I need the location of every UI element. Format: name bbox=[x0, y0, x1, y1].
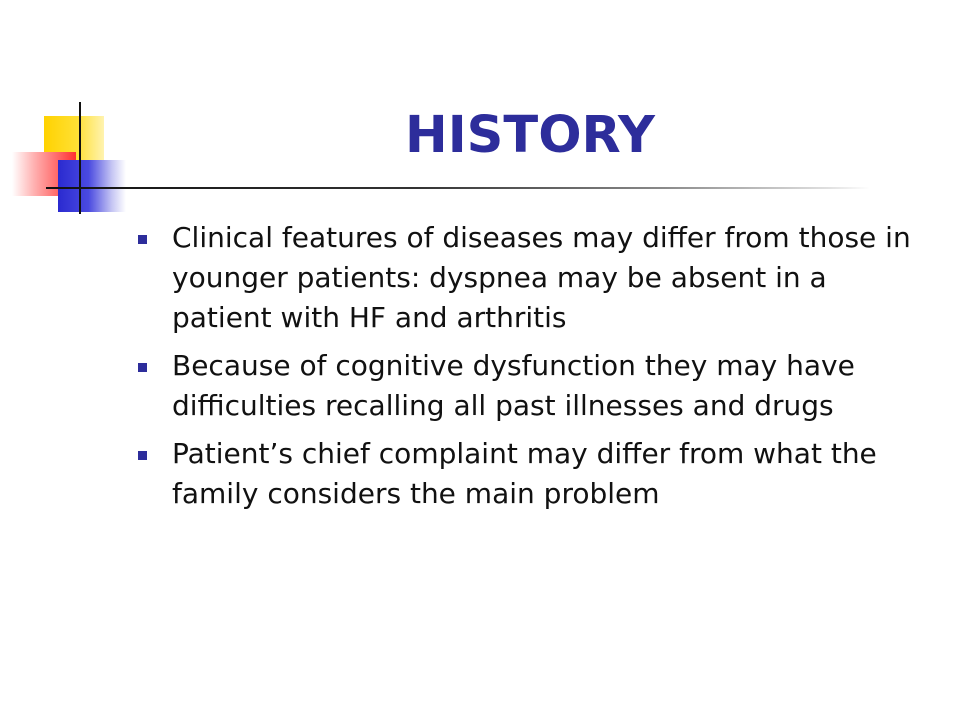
square-bullet-icon bbox=[138, 363, 147, 372]
bullet-text: Because of cognitive dysfunction they may have difficulties recalling all past illnesses and drugs bbox=[172, 349, 855, 422]
blue-square-decoration bbox=[58, 160, 126, 212]
square-bullet-icon bbox=[138, 235, 147, 244]
bullet-item bbox=[134, 218, 934, 338]
vertical-line-decoration bbox=[79, 102, 81, 214]
bullet-text: Clinical features of diseases may differ from those in younger patients: dyspnea may be absent in a patient with HF and arthritis bbox=[172, 221, 911, 334]
slide-title: HISTORY bbox=[405, 106, 655, 165]
title-underline-rule bbox=[46, 187, 870, 189]
bullet-text: Patient’s chief complaint may differ from what the family considers the main problem bbox=[172, 437, 877, 510]
square-bullet-icon bbox=[138, 451, 147, 460]
bullet-item bbox=[134, 434, 934, 514]
bullet-list bbox=[134, 218, 934, 522]
bullet-item bbox=[134, 346, 934, 426]
